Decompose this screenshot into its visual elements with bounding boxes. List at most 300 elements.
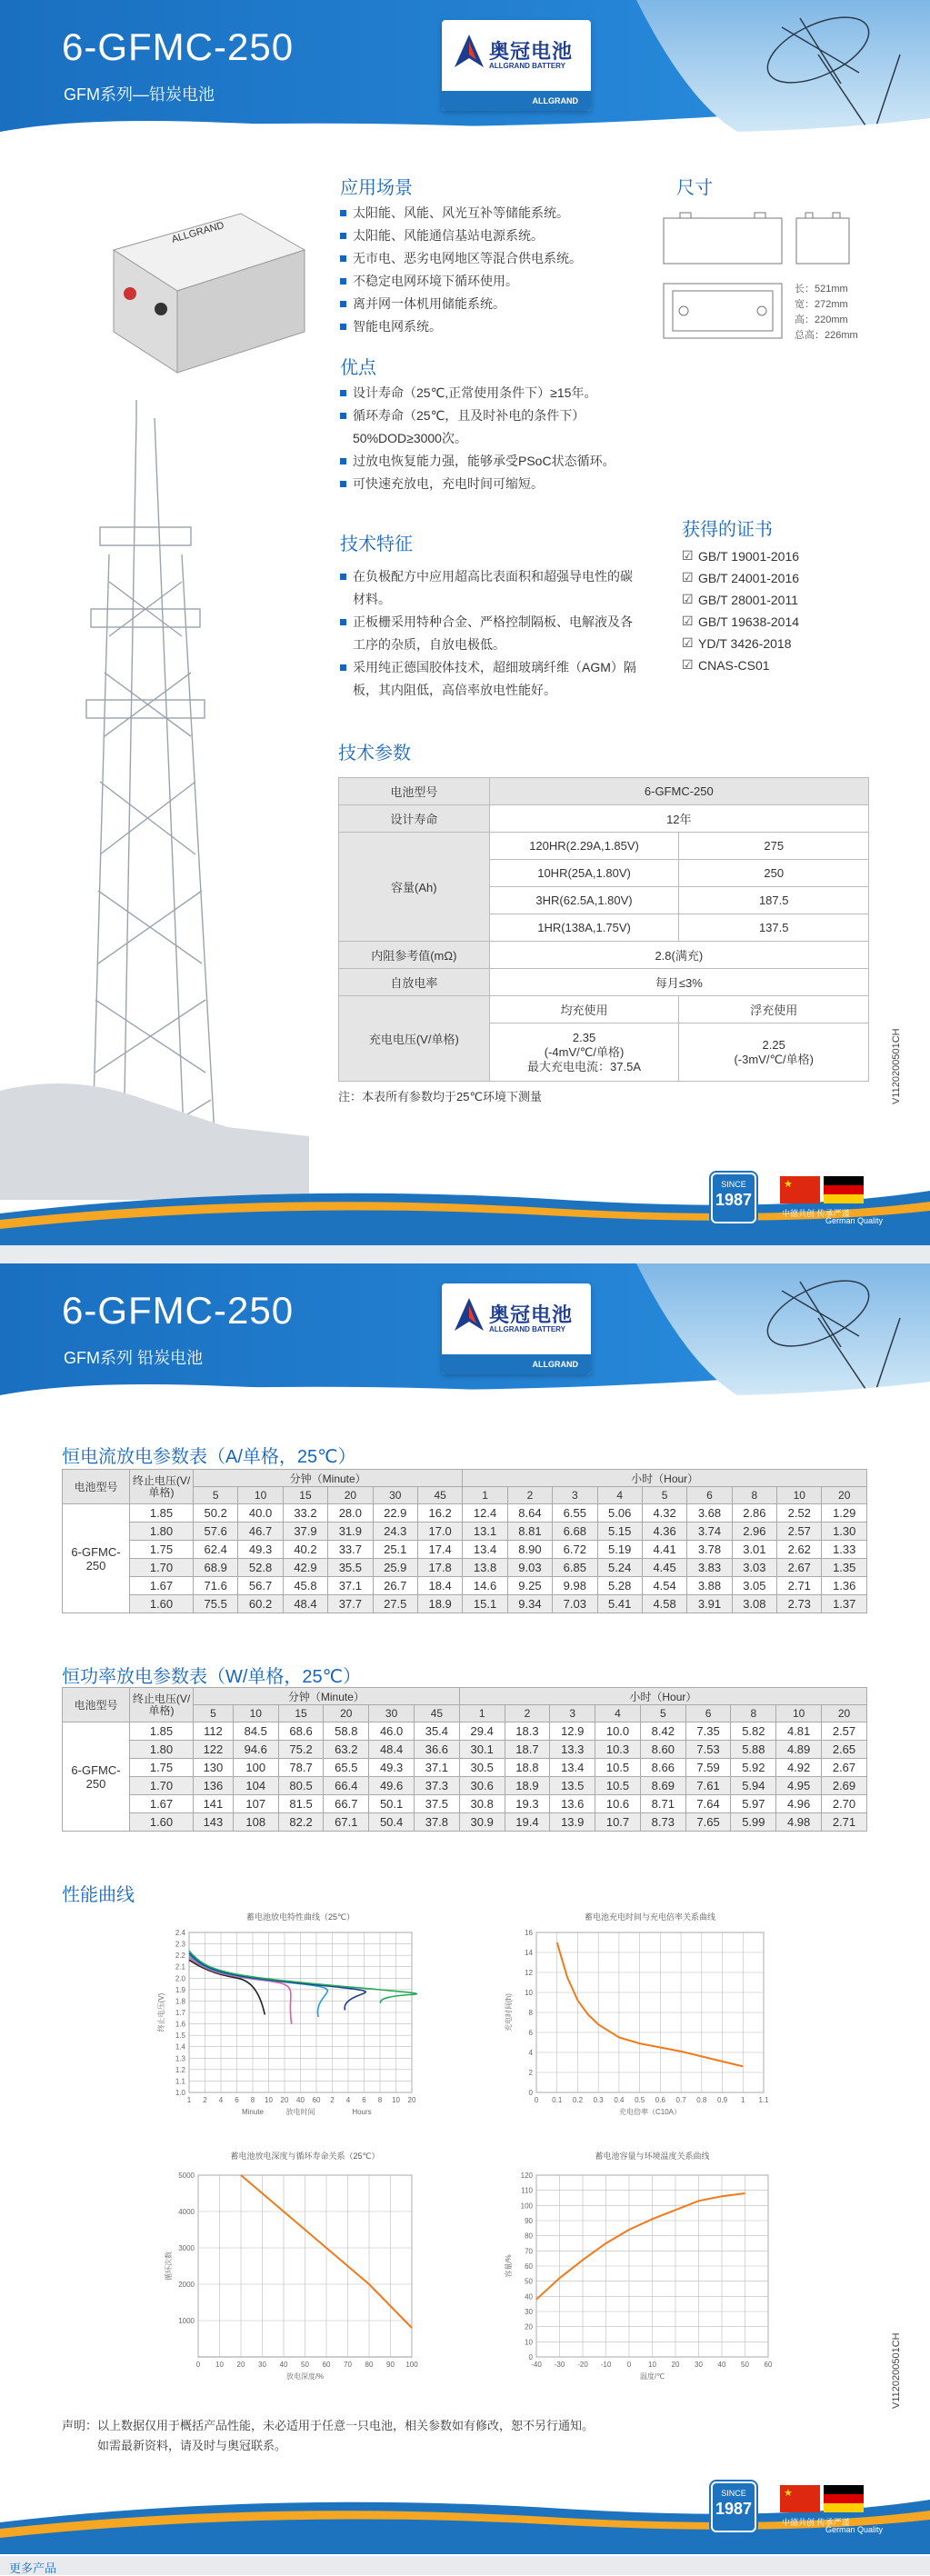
value-cell: 6.72 bbox=[553, 1541, 597, 1559]
value-cell: 75.5 bbox=[194, 1595, 238, 1613]
value-cell: 2.52 bbox=[777, 1504, 822, 1523]
y-tick-label: 120 bbox=[521, 2172, 534, 2180]
x-tick-label: 60 bbox=[323, 2361, 331, 2369]
minute-col: 30 bbox=[369, 1705, 415, 1722]
spec-capacity-label: 容量(Ah) bbox=[339, 833, 490, 942]
header-end-voltage: 终止电压(V/单格) bbox=[130, 1470, 194, 1504]
x-tick-label: 90 bbox=[386, 2361, 395, 2369]
more-products-bar[interactable] bbox=[0, 2556, 930, 2575]
value-cell: 66.4 bbox=[324, 1777, 369, 1795]
y-tick-label: 1.6 bbox=[175, 2021, 186, 2029]
value-cell: 15.1 bbox=[463, 1595, 507, 1613]
value-cell: 68.9 bbox=[194, 1559, 238, 1577]
value-cell: 1.29 bbox=[822, 1504, 867, 1523]
float-compensation: (-3mV/℃/单格) bbox=[683, 1053, 865, 1067]
value-cell: 4.92 bbox=[776, 1759, 822, 1777]
x-tick-label: 0.7 bbox=[676, 2096, 687, 2104]
header-hours: 小时（Hour） bbox=[463, 1470, 867, 1487]
list-item: 可快速充放电，充电时间可缩短。 bbox=[340, 473, 631, 495]
y-tick-label: 2.2 bbox=[175, 1952, 186, 1960]
x-tick-label: 60 bbox=[313, 2096, 321, 2104]
value-cell: 3.68 bbox=[687, 1504, 732, 1523]
hour-col: 8 bbox=[731, 1705, 776, 1722]
page-footer bbox=[0, 1163, 930, 1245]
value-cell: 8.42 bbox=[640, 1722, 685, 1741]
equalize-compensation: (-4mV/℃/单格) bbox=[494, 1045, 675, 1060]
float-voltage: 2.25 bbox=[683, 1038, 865, 1053]
list-item: 不稳定电网环境下循环使用。 bbox=[340, 270, 640, 293]
minute-col: 45 bbox=[414, 1705, 459, 1722]
x-tick-label: 0 bbox=[627, 2361, 632, 2369]
certificates-title: 获得的证书 bbox=[682, 514, 773, 541]
x-axis-label: 放电时间 bbox=[286, 2107, 315, 2116]
spec-life: 12年 bbox=[489, 805, 868, 833]
product-title: 6-GFMC-250 bbox=[62, 25, 294, 69]
y-tick-label: 2.3 bbox=[175, 1941, 186, 1949]
y-tick-label: 1.2 bbox=[175, 2066, 186, 2074]
spec-selfdischarge-label: 自放电率 bbox=[339, 969, 490, 996]
value-cell: 7.53 bbox=[685, 1741, 731, 1759]
x-tick-label: 0 bbox=[196, 2361, 201, 2369]
value-cell: 17.0 bbox=[417, 1523, 462, 1541]
value-cell: 33.7 bbox=[328, 1541, 373, 1559]
more-products-link[interactable]: 更多产品 bbox=[9, 2559, 56, 2576]
x-tick-label: 0 bbox=[535, 2096, 539, 2104]
value-cell: 4.41 bbox=[642, 1541, 686, 1559]
value-cell: 37.5 bbox=[414, 1795, 459, 1813]
capacity-rate: 1HR(138A,1.75V) bbox=[489, 914, 679, 942]
certificate-item: ☑ GB/T 19001-2016 bbox=[682, 545, 799, 567]
x-tick-label: -30 bbox=[555, 2361, 565, 2369]
dimension-width: 宽：272mm bbox=[795, 297, 858, 313]
y-tick-label: 2.1 bbox=[175, 1963, 186, 1972]
value-cell: 94.6 bbox=[233, 1741, 278, 1759]
y-tick-label: 2.0 bbox=[175, 1974, 186, 1982]
equalize-voltage: 2.35 bbox=[494, 1031, 675, 1045]
value-cell: 46.7 bbox=[238, 1523, 283, 1541]
y-tick-label: 1.8 bbox=[175, 1997, 186, 2005]
hour-col: 2 bbox=[507, 1487, 552, 1504]
value-cell: 9.34 bbox=[507, 1595, 552, 1613]
x-tick-label: 0.8 bbox=[696, 2096, 707, 2104]
header-model: 电池型号 bbox=[63, 1688, 130, 1722]
value-cell: 37.8 bbox=[414, 1813, 459, 1832]
dimensions-title: 尺寸 bbox=[676, 173, 713, 199]
value-cell: 108 bbox=[233, 1813, 278, 1832]
value-cell: 82.2 bbox=[278, 1813, 324, 1832]
equalize-header: 均充使用 bbox=[489, 996, 679, 1023]
y-tick-label: 8 bbox=[529, 2009, 534, 2017]
minute-col: 10 bbox=[238, 1487, 283, 1504]
value-cell: 49.3 bbox=[369, 1759, 415, 1777]
value-cell: 10.6 bbox=[595, 1795, 641, 1813]
value-cell: 130 bbox=[194, 1759, 234, 1777]
value-cell: 3.01 bbox=[732, 1541, 776, 1559]
value-cell: 24.3 bbox=[373, 1523, 417, 1541]
x-tick-label: -20 bbox=[577, 2361, 588, 2369]
hour-col: 8 bbox=[732, 1487, 776, 1504]
value-cell: 52.8 bbox=[238, 1559, 283, 1577]
value-cell: 9.25 bbox=[507, 1577, 552, 1595]
end-voltage-cell: 1.60 bbox=[130, 1813, 194, 1832]
x-tick-label: 40 bbox=[718, 2361, 726, 2369]
capacity-value: 250 bbox=[679, 860, 869, 887]
spec-resistance: 2.8(满充) bbox=[489, 942, 868, 969]
x-tick-label: 30 bbox=[258, 2361, 266, 2369]
series-subtitle: GFM系列 铅炭电池 bbox=[64, 1345, 203, 1369]
chart-title: 蓄电池放电深度与循环寿命关系（25℃） bbox=[230, 2151, 379, 2161]
value-cell: 5.82 bbox=[731, 1722, 776, 1741]
charge-time-chart bbox=[509, 1911, 782, 2133]
hour-col: 5 bbox=[642, 1487, 686, 1504]
x-hour-label: Hours bbox=[352, 2108, 371, 2116]
hour-col: 3 bbox=[550, 1705, 595, 1722]
value-cell: 30.9 bbox=[459, 1813, 505, 1832]
x-axis-label: 放电深度/% bbox=[286, 2371, 324, 2381]
x-tick-label: 6 bbox=[362, 2096, 366, 2104]
value-cell: 112 bbox=[194, 1722, 234, 1741]
y-tick-label: 40 bbox=[525, 2292, 533, 2301]
table-row bbox=[63, 1559, 867, 1577]
advantages-list bbox=[340, 382, 631, 495]
value-cell: 2.73 bbox=[777, 1595, 822, 1613]
disclaimer-line-2: 如需最新资料，请及时与奥冠联系。 bbox=[62, 2436, 594, 2456]
value-cell: 37.9 bbox=[283, 1523, 327, 1541]
y-tick-label: 1000 bbox=[178, 2317, 195, 2325]
y-tick-label: 1.4 bbox=[175, 2043, 186, 2052]
logo-chinese-name: 奥冠电池 bbox=[489, 1300, 573, 1328]
value-cell: 50.4 bbox=[369, 1813, 415, 1832]
value-cell: 5.28 bbox=[597, 1577, 642, 1595]
value-cell: 2.71 bbox=[777, 1577, 822, 1595]
value-cell: 7.59 bbox=[685, 1759, 731, 1777]
x-tick-label: -40 bbox=[531, 2361, 542, 2369]
page-footer bbox=[0, 2472, 930, 2554]
y-tick-label: 2 bbox=[529, 2069, 534, 2077]
end-voltage-cell: 1.75 bbox=[130, 1759, 194, 1777]
value-cell: 3.78 bbox=[687, 1541, 732, 1559]
value-cell: 18.4 bbox=[417, 1577, 462, 1595]
list-item: 正板栅采用特种合金、严格控制隔板、电解液及各工序的杂质，自放电极低。 bbox=[340, 611, 645, 656]
table-row bbox=[63, 1577, 867, 1595]
value-cell: 6.68 bbox=[553, 1523, 597, 1541]
spec-title: 技术参数 bbox=[338, 738, 411, 764]
minute-col: 10 bbox=[233, 1705, 278, 1722]
value-cell: 104 bbox=[233, 1777, 278, 1795]
value-cell: 2.65 bbox=[822, 1741, 867, 1759]
y-tick-label: 90 bbox=[525, 2217, 533, 2225]
value-cell: 7.03 bbox=[553, 1595, 597, 1613]
value-cell: 62.4 bbox=[194, 1541, 238, 1559]
value-cell: 78.7 bbox=[278, 1759, 324, 1777]
value-cell: 122 bbox=[194, 1741, 234, 1759]
model-cell: 6-GFMC-250 bbox=[63, 1722, 130, 1832]
table-row bbox=[63, 1777, 867, 1795]
value-cell: 57.6 bbox=[194, 1523, 238, 1541]
value-cell: 7.35 bbox=[685, 1722, 731, 1741]
china-flag-icon: ★ bbox=[780, 2485, 820, 2512]
table-row bbox=[63, 1541, 867, 1559]
list-item: 在负极配方中应用超高比表面积和超强导电性的碳材料。 bbox=[340, 565, 645, 611]
value-cell: 3.91 bbox=[687, 1595, 732, 1613]
capacity-rate: 3HR(62.5A,1.80V) bbox=[489, 887, 679, 914]
value-cell: 4.95 bbox=[776, 1777, 822, 1795]
value-cell: 30.8 bbox=[459, 1795, 505, 1813]
minute-col: 20 bbox=[324, 1705, 369, 1722]
value-cell: 1.37 bbox=[822, 1595, 867, 1613]
y-tick-label: 14 bbox=[525, 1949, 533, 1957]
x-tick-label: 20 bbox=[237, 2361, 245, 2369]
x-tick-label: 70 bbox=[344, 2361, 352, 2369]
spec-selfdischarge: 每月≤3% bbox=[489, 969, 868, 996]
value-cell: 1.35 bbox=[822, 1559, 867, 1577]
value-cell: 13.1 bbox=[463, 1523, 507, 1541]
y-tick-label: 10 bbox=[525, 1989, 533, 1997]
list-item: 太阳能、风能通信基站电源系统。 bbox=[340, 225, 640, 247]
value-cell: 75.2 bbox=[278, 1741, 324, 1759]
value-cell: 18.7 bbox=[505, 1741, 550, 1759]
curves-title: 性能曲线 bbox=[62, 1880, 135, 1906]
version-code: V1120200501CH bbox=[891, 1028, 902, 1104]
datasheet-page-1 bbox=[0, 0, 930, 1245]
value-cell: 37.7 bbox=[328, 1595, 373, 1613]
cp-table-title: 恒功率放电参数表（W/单格，25℃） bbox=[62, 1662, 361, 1688]
value-cell: 5.99 bbox=[731, 1813, 776, 1832]
application-list bbox=[340, 202, 640, 338]
x-tick-label: 50 bbox=[301, 2361, 309, 2369]
germany-flag-icon bbox=[824, 2485, 864, 2512]
since-year: 1987 bbox=[713, 1191, 755, 1210]
discharge-curve-chart bbox=[162, 1911, 425, 2133]
value-cell: 6.85 bbox=[553, 1559, 597, 1577]
value-cell: 4.54 bbox=[642, 1577, 686, 1595]
hour-col: 1 bbox=[463, 1487, 507, 1504]
value-cell: 12.9 bbox=[550, 1722, 595, 1741]
value-cell: 5.97 bbox=[731, 1795, 776, 1813]
certificate-item: ☑ GB/T 19638-2014 bbox=[682, 611, 799, 633]
spec-model-label: 电池型号 bbox=[339, 778, 490, 805]
x-tick-label: 0.3 bbox=[594, 2096, 605, 2104]
y-tick-label: 10 bbox=[525, 2338, 533, 2346]
y-axis-label: 充电时间(h) bbox=[504, 1993, 513, 2032]
table-row bbox=[63, 1504, 867, 1523]
value-cell: 68.6 bbox=[278, 1722, 324, 1741]
y-tick-label: 3000 bbox=[178, 2244, 195, 2252]
since-1987-badge bbox=[711, 2481, 756, 2532]
y-tick-label: 0 bbox=[529, 2353, 534, 2361]
x-tick-label: 20 bbox=[672, 2361, 680, 2369]
value-cell: 37.1 bbox=[414, 1759, 459, 1777]
cycle-life-chart bbox=[162, 2150, 425, 2391]
value-cell: 9.03 bbox=[507, 1559, 552, 1577]
value-cell: 2.86 bbox=[732, 1504, 776, 1523]
value-cell: 10.3 bbox=[595, 1741, 641, 1759]
brand-logo bbox=[442, 20, 591, 111]
value-cell: 143 bbox=[194, 1813, 234, 1832]
version-code: V1120200501CH bbox=[891, 2332, 902, 2409]
value-cell: 33.2 bbox=[283, 1504, 327, 1523]
logo-chinese-name: 奥冠电池 bbox=[489, 36, 573, 65]
value-cell: 1.36 bbox=[822, 1577, 867, 1595]
since-label: SINCE bbox=[713, 1180, 755, 1189]
value-cell: 141 bbox=[194, 1795, 234, 1813]
capacity-value: 187.5 bbox=[679, 887, 869, 914]
value-cell: 4.32 bbox=[642, 1504, 686, 1523]
value-cell: 4.45 bbox=[642, 1559, 686, 1577]
x-tick-label: 0.4 bbox=[614, 2096, 625, 2104]
value-cell: 40.0 bbox=[238, 1504, 283, 1523]
value-cell: 7.61 bbox=[685, 1777, 731, 1795]
minute-col: 5 bbox=[194, 1487, 238, 1504]
capacity-value: 275 bbox=[679, 833, 869, 860]
value-cell: 100 bbox=[233, 1759, 278, 1777]
value-cell: 48.4 bbox=[369, 1741, 415, 1759]
y-tick-label: 2.4 bbox=[175, 1929, 186, 1937]
value-cell: 16.2 bbox=[417, 1504, 462, 1523]
list-item: 离并网一体机用储能系统。 bbox=[340, 293, 640, 315]
x-tick-label: 1.1 bbox=[758, 2096, 769, 2104]
header-end-voltage: 终止电压(V/单格) bbox=[130, 1688, 194, 1722]
x-tick-label: 40 bbox=[296, 2096, 305, 2104]
value-cell: 63.2 bbox=[324, 1741, 369, 1759]
value-cell: 17.4 bbox=[417, 1541, 462, 1559]
spec-life-label: 设计寿命 bbox=[339, 805, 490, 833]
y-tick-label: 12 bbox=[525, 1969, 533, 1977]
header-minutes: 分钟（Minute） bbox=[194, 1470, 463, 1487]
x-tick-label: 10 bbox=[392, 2096, 400, 2104]
x-tick-label: 10 bbox=[265, 2096, 273, 2104]
value-cell: 4.81 bbox=[776, 1722, 822, 1741]
datasheet-page-2 bbox=[0, 1263, 930, 2554]
logo-band: ALLGRAND bbox=[442, 1354, 591, 1374]
value-cell: 5.15 bbox=[597, 1523, 642, 1541]
y-tick-label: 1.3 bbox=[175, 2054, 186, 2062]
y-tick-label: 20 bbox=[525, 2323, 533, 2331]
value-cell: 71.6 bbox=[194, 1577, 238, 1595]
certificate-item: ☑ CNAS-CS01 bbox=[682, 654, 799, 676]
brand-logo-icon bbox=[453, 1296, 485, 1334]
x-tick-label: 8 bbox=[251, 2096, 255, 2104]
value-cell: 81.5 bbox=[278, 1795, 324, 1813]
x-minute-label: Minute bbox=[242, 2108, 265, 2116]
dimension-height: 高：220mm bbox=[795, 313, 858, 328]
value-cell: 5.94 bbox=[731, 1777, 776, 1795]
value-cell: 10.5 bbox=[595, 1759, 641, 1777]
value-cell: 50.2 bbox=[194, 1504, 238, 1523]
features-list bbox=[340, 565, 645, 702]
dimension-total-height: 总高：226mm bbox=[795, 328, 858, 344]
value-cell: 10.0 bbox=[595, 1722, 641, 1741]
value-cell: 5.24 bbox=[597, 1559, 642, 1577]
end-voltage-cell: 1.70 bbox=[130, 1777, 194, 1795]
value-cell: 14.6 bbox=[463, 1577, 507, 1595]
value-cell: 8.64 bbox=[507, 1504, 552, 1523]
value-cell: 1.30 bbox=[822, 1523, 867, 1541]
value-cell: 65.5 bbox=[324, 1759, 369, 1777]
minute-col: 15 bbox=[283, 1487, 327, 1504]
chart-title: 蓄电池放电特性曲线（25℃） bbox=[246, 1912, 355, 1922]
end-voltage-cell: 1.67 bbox=[130, 1795, 194, 1813]
certificate-item: ☑ YD/T 3426-2018 bbox=[682, 633, 799, 654]
value-cell: 80.5 bbox=[278, 1777, 324, 1795]
x-tick-label: 20 bbox=[408, 2096, 416, 2104]
hour-col: 4 bbox=[595, 1705, 641, 1722]
value-cell: 13.9 bbox=[550, 1813, 595, 1832]
y-tick-label: 110 bbox=[521, 2187, 533, 2195]
hour-col: 2 bbox=[505, 1705, 550, 1722]
list-item: 智能电网系统。 bbox=[340, 315, 640, 338]
hour-col: 6 bbox=[685, 1705, 731, 1722]
value-cell: 13.4 bbox=[463, 1541, 507, 1559]
value-cell: 1.33 bbox=[822, 1541, 867, 1559]
value-cell: 2.69 bbox=[822, 1777, 867, 1795]
x-tick-label: 1 bbox=[741, 2096, 745, 2104]
since-year: 1987 bbox=[713, 2500, 755, 2519]
value-cell: 3.03 bbox=[732, 1559, 776, 1577]
value-cell: 8.60 bbox=[640, 1741, 685, 1759]
cc-table-title: 恒电流放电参数表（A/单格，25℃） bbox=[62, 1442, 356, 1468]
value-cell: 2.62 bbox=[777, 1541, 822, 1559]
table-row bbox=[63, 1759, 867, 1777]
value-cell: 30.6 bbox=[459, 1777, 505, 1795]
x-tick-label: 10 bbox=[648, 2361, 656, 2369]
value-cell: 3.74 bbox=[687, 1523, 732, 1541]
y-axis-label: 循环次数 bbox=[164, 2252, 173, 2281]
flag-caption-cn: 中德共创 传承严谨 bbox=[782, 2516, 850, 2528]
value-cell: 67.1 bbox=[324, 1813, 369, 1832]
x-tick-label: 1 bbox=[187, 2096, 192, 2104]
y-tick-label: 4000 bbox=[178, 2208, 195, 2216]
x-axis-label: 温度/℃ bbox=[640, 2371, 665, 2381]
value-cell: 42.9 bbox=[283, 1559, 327, 1577]
certificates-list bbox=[682, 545, 799, 676]
value-cell: 37.3 bbox=[414, 1777, 459, 1795]
advantages-title: 优点 bbox=[340, 353, 376, 379]
y-tick-label: 16 bbox=[525, 1929, 533, 1937]
end-voltage-cell: 1.80 bbox=[130, 1523, 194, 1541]
value-cell: 30.1 bbox=[459, 1741, 505, 1759]
value-cell: 5.06 bbox=[597, 1504, 642, 1523]
disclaimer bbox=[62, 2416, 594, 2456]
x-tick-label: 0.1 bbox=[552, 2096, 563, 2104]
value-cell: 66.7 bbox=[324, 1795, 369, 1813]
value-cell: 5.88 bbox=[731, 1741, 776, 1759]
value-cell: 8.90 bbox=[507, 1541, 552, 1559]
minute-col: 15 bbox=[278, 1705, 324, 1722]
end-voltage-cell: 1.85 bbox=[130, 1722, 194, 1741]
value-cell: 2.96 bbox=[732, 1523, 776, 1541]
value-cell: 12.4 bbox=[463, 1504, 507, 1523]
value-cell: 48.4 bbox=[283, 1595, 327, 1613]
page-header bbox=[0, 0, 930, 155]
value-cell: 8.73 bbox=[640, 1813, 685, 1832]
table-row bbox=[63, 1523, 867, 1541]
value-cell: 3.88 bbox=[687, 1577, 732, 1595]
table-row bbox=[63, 1722, 867, 1741]
logo-english-name: ALLGRAND BATTERY bbox=[489, 62, 565, 70]
hour-col: 20 bbox=[822, 1705, 867, 1722]
value-cell: 7.65 bbox=[685, 1813, 731, 1832]
telecom-tower-illustration bbox=[0, 400, 309, 1200]
x-axis-label: 充电倍率（C10A） bbox=[619, 2107, 681, 2116]
flag-caption-de: German Quality bbox=[825, 2525, 883, 2534]
y-tick-label: 4 bbox=[529, 2049, 534, 2057]
value-cell: 6.55 bbox=[553, 1504, 597, 1523]
value-cell: 8.69 bbox=[640, 1777, 685, 1795]
value-cell: 18.3 bbox=[505, 1722, 550, 1741]
y-tick-label: 80 bbox=[525, 2232, 533, 2241]
x-tick-label: 30 bbox=[695, 2361, 703, 2369]
